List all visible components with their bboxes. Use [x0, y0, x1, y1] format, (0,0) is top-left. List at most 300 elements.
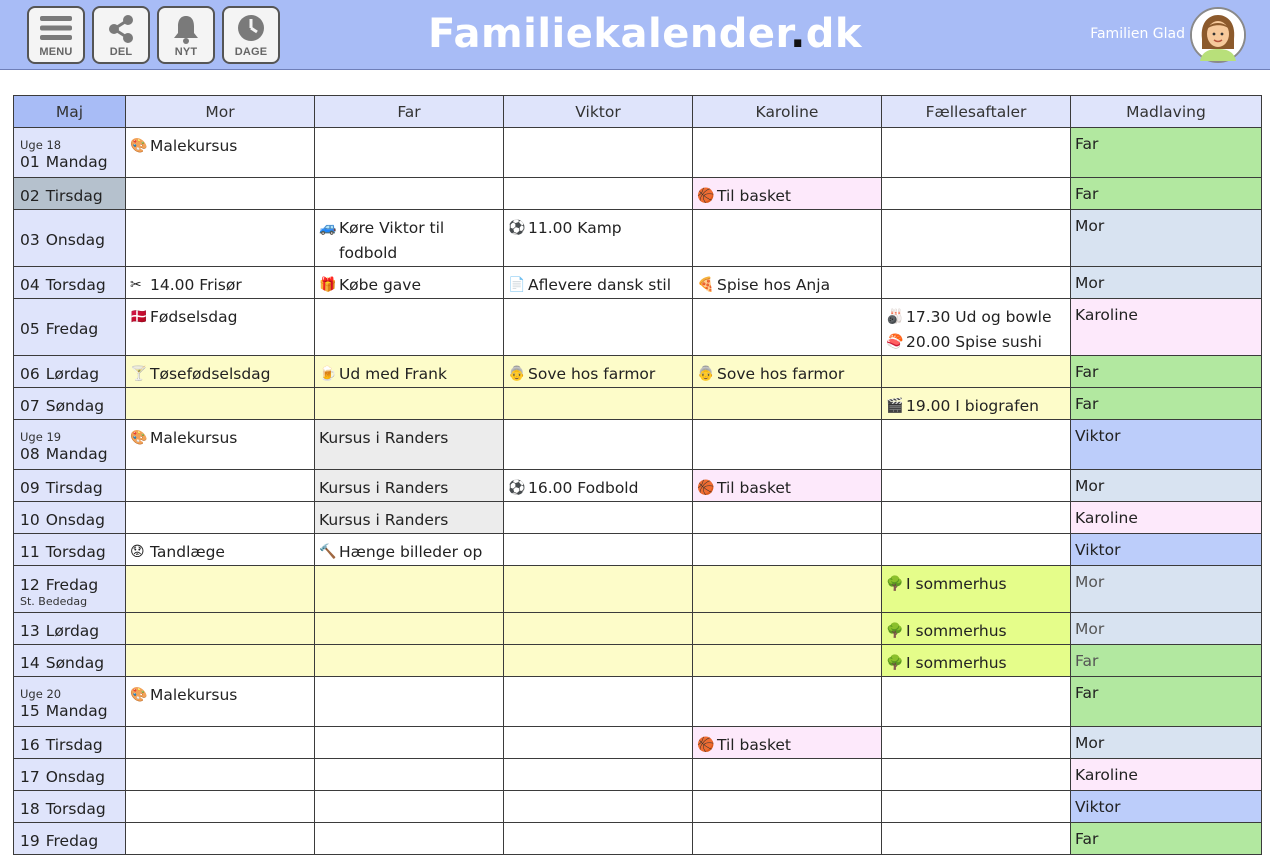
weekday-name: Mandag [45, 444, 108, 463]
cell-far[interactable] [315, 566, 504, 613]
cell-karoline[interactable] [693, 210, 882, 267]
cell-faellesaftaler[interactable] [882, 420, 1071, 470]
cell-viktor[interactable] [504, 534, 693, 566]
day-label [20, 575, 125, 595]
weekday-name: Søndag [45, 653, 105, 672]
cell-karoline[interactable] [693, 356, 882, 388]
cell-faellesaftaler[interactable] [882, 823, 1071, 855]
event-item[interactable] [697, 273, 877, 298]
cell-madlaving[interactable]: Mor [1071, 727, 1262, 759]
event-text: Sove hos farmor [717, 365, 845, 383]
day-number: 18 [20, 799, 40, 818]
tree-icon: 🌳 [886, 576, 904, 592]
day-cell[interactable] [14, 727, 126, 759]
event-text: 19.00 I biografen [906, 397, 1039, 415]
calendar-row [14, 759, 1262, 791]
day-label [20, 186, 125, 206]
event-item[interactable] [319, 216, 499, 266]
event-item[interactable] [130, 540, 310, 565]
weekday-name: Fredag [45, 320, 99, 338]
cell-madlaving[interactable]: Karoline [1071, 299, 1262, 356]
calendar-row [14, 356, 1262, 388]
column-header-far[interactable]: Far [315, 96, 504, 128]
cell-viktor[interactable] [504, 267, 693, 299]
cell-madlaving[interactable]: Karoline [1071, 759, 1262, 791]
calendar-row [14, 388, 1262, 420]
weekday-name: Tirsdag [45, 478, 103, 497]
cell-faellesaftaler[interactable] [882, 791, 1071, 823]
cell-viktor[interactable] [504, 128, 693, 178]
day-label [20, 701, 125, 721]
event-item[interactable] [319, 362, 499, 387]
weekday-name: Torsdag [45, 275, 106, 294]
cell-viktor[interactable] [504, 759, 693, 791]
day-label [20, 364, 125, 384]
event-item[interactable] [886, 330, 1066, 355]
day-cell[interactable] [14, 178, 126, 210]
weekday-name: Onsdag [45, 231, 106, 249]
event-item[interactable] [319, 476, 499, 501]
column-header-viktor[interactable]: Viktor [504, 96, 693, 128]
event-text: Tandlæge [150, 543, 225, 561]
day-label [20, 152, 125, 172]
cell-faellesaftaler[interactable] [882, 502, 1071, 534]
cell-madlaving[interactable]: Far [1071, 178, 1262, 210]
cell-mor[interactable] [126, 823, 315, 855]
event-text: Malekursus [150, 137, 238, 155]
cell-mor[interactable] [126, 267, 315, 299]
grandmother-icon: 👵 [508, 366, 526, 382]
cell-far[interactable] [315, 210, 504, 267]
basketball-icon: 🏀 [697, 188, 715, 204]
app-header [0, 0, 1270, 70]
site-logo[interactable] [420, 8, 870, 60]
event-text: 20.00 Spise sushi [906, 333, 1042, 351]
worried-face-icon: 😟 [130, 544, 145, 560]
cell-mor[interactable] [126, 613, 315, 645]
danish-flag-icon: 🇩🇰 [130, 309, 148, 325]
event-text: Tøsefødselsdag [150, 365, 271, 383]
soccer-ball-icon: ⚽ [508, 220, 526, 236]
day-number: 12 [20, 575, 40, 594]
day-number: 14 [20, 653, 40, 672]
event-text: 17.30 Ud og bowle [906, 308, 1052, 326]
basketball-icon: 🏀 [697, 480, 715, 496]
day-number: 09 [20, 478, 40, 497]
cell-madlaving[interactable]: Karoline [1071, 502, 1262, 534]
woman-avatar-icon [1192, 9, 1244, 61]
weekday-name: Lørdag [45, 364, 100, 383]
day-number: 01 [20, 152, 40, 171]
cell-karoline[interactable] [693, 791, 882, 823]
logo-dot: . [790, 11, 806, 57]
cell-faellesaftaler[interactable] [882, 388, 1071, 420]
cell-far[interactable] [315, 502, 504, 534]
cell-karoline[interactable] [693, 420, 882, 470]
month-header[interactable]: Maj [14, 96, 126, 128]
logo-main: Familiekalender [427, 11, 791, 57]
day-label [20, 542, 125, 562]
event-item[interactable] [130, 134, 310, 159]
weekday-name: Lørdag [45, 621, 100, 640]
cell-mor[interactable] [126, 791, 315, 823]
weekday-name: Tirsdag [45, 186, 103, 205]
cell-faellesaftaler[interactable] [882, 178, 1071, 210]
cell-madlaving[interactable]: Mor [1071, 566, 1262, 613]
cell-far[interactable] [315, 759, 504, 791]
event-item[interactable] [697, 476, 877, 501]
event-text: Købe gave [339, 276, 421, 294]
days-button-label: DAGE [234, 46, 268, 58]
event-text: Aflevere dansk stil [528, 276, 672, 294]
day-label [20, 510, 125, 530]
bowling-icon: 🎳 [886, 309, 904, 325]
clapperboard-icon: 🎬 [886, 398, 904, 414]
cell-faellesaftaler[interactable] [882, 470, 1071, 502]
cell-faellesaftaler[interactable] [882, 210, 1071, 267]
calendar-row [14, 677, 1262, 727]
weekday-name: Søndag [45, 396, 105, 415]
event-text: Malekursus [150, 429, 238, 447]
event-text: Kursus i Randers [319, 429, 449, 447]
event-item[interactable] [886, 619, 1066, 644]
cell-viktor[interactable] [504, 823, 693, 855]
cell-madlaving[interactable]: Mor [1071, 613, 1262, 645]
cell-karoline[interactable] [693, 299, 882, 356]
cell-faellesaftaler[interactable] [882, 566, 1071, 613]
event-text: I sommerhus [906, 654, 1007, 672]
cell-mor[interactable] [126, 210, 315, 267]
day-number: 19 [20, 831, 40, 850]
calendar-row [14, 534, 1262, 566]
cell-karoline[interactable] [693, 502, 882, 534]
cell-karoline[interactable] [693, 267, 882, 299]
day-cell[interactable] [14, 566, 126, 613]
cell-karoline[interactable] [693, 534, 882, 566]
cell-madlaving[interactable]: Viktor [1071, 534, 1262, 566]
event-text: Ud med Frank [339, 365, 447, 383]
day-cell[interactable] [14, 470, 126, 502]
calendar-row [14, 420, 1262, 470]
cell-mor[interactable] [126, 388, 315, 420]
column-header-karoline[interactable]: Karoline [693, 96, 882, 128]
event-text: I sommerhus [906, 622, 1007, 640]
day-number: 02 [20, 186, 40, 205]
event-item[interactable] [130, 683, 310, 708]
event-item[interactable] [130, 305, 310, 330]
event-item[interactable] [130, 426, 310, 451]
calendar-row [14, 299, 1262, 356]
day-label [20, 275, 125, 295]
cell-karoline[interactable] [693, 613, 882, 645]
event-item[interactable] [886, 572, 1066, 597]
menu-button[interactable] [27, 6, 85, 64]
weekday-name: Fredag [45, 575, 99, 594]
event-item[interactable] [319, 508, 499, 533]
week-number: Uge 19 [20, 429, 62, 444]
calendar-row [14, 791, 1262, 823]
cell-madlaving[interactable]: Far [1071, 128, 1262, 178]
cell-faellesaftaler[interactable] [882, 128, 1071, 178]
day-label [20, 799, 125, 819]
scissors-icon: ✂ [130, 277, 142, 293]
event-text: Til basket [717, 479, 791, 497]
cell-faellesaftaler[interactable] [882, 299, 1071, 356]
event-item[interactable] [319, 540, 499, 565]
event-text: Kursus i Randers [319, 511, 449, 529]
weekday-name: Mandag [45, 701, 108, 720]
day-label [20, 396, 125, 416]
cell-faellesaftaler[interactable] [882, 613, 1071, 645]
weekday-name: Onsdag [45, 767, 106, 786]
cell-viktor[interactable] [504, 210, 693, 267]
cell-far[interactable] [315, 791, 504, 823]
logo-tld: dk [805, 11, 863, 57]
event-item[interactable] [886, 305, 1066, 330]
day-label [20, 735, 125, 755]
cell-madlaving[interactable]: Far [1071, 388, 1262, 420]
event-text: Spise hos Anja [717, 276, 831, 294]
event-item[interactable] [886, 394, 1066, 419]
cell-madlaving[interactable]: Far [1071, 645, 1262, 677]
cell-viktor[interactable] [504, 178, 693, 210]
cell-viktor[interactable] [504, 727, 693, 759]
week-number: Uge 20 [20, 686, 62, 701]
cell-madlaving[interactable]: Mor [1071, 267, 1262, 299]
sushi-icon: 🍣 [886, 334, 904, 350]
cocktail-glass-icon: 🍸 [130, 366, 148, 382]
hamburger-icon [38, 13, 74, 43]
share-button[interactable] [92, 6, 150, 64]
cell-karoline[interactable] [693, 566, 882, 613]
cell-viktor[interactable] [504, 356, 693, 388]
event-text: 14.00 Frisør [150, 276, 242, 294]
cell-faellesaftaler[interactable] [882, 759, 1071, 791]
days-button[interactable] [222, 6, 280, 64]
cell-far[interactable] [315, 534, 504, 566]
calendar-row [14, 210, 1262, 267]
day-label [20, 621, 125, 641]
basketball-icon: 🏀 [697, 737, 715, 753]
event-item[interactable] [508, 216, 688, 241]
cell-viktor[interactable] [504, 299, 693, 356]
clock-icon [236, 13, 266, 43]
weekday-name: Mandag [45, 152, 108, 171]
calendar-row [14, 128, 1262, 178]
day-cell[interactable] [14, 823, 126, 855]
bell-icon [170, 13, 202, 45]
cell-mor[interactable] [126, 502, 315, 534]
cell-viktor[interactable] [504, 420, 693, 470]
cell-karoline[interactable] [693, 128, 882, 178]
event-item[interactable] [697, 184, 877, 209]
cell-far[interactable] [315, 645, 504, 677]
cell-mor[interactable] [126, 566, 315, 613]
cell-mor[interactable] [126, 420, 315, 470]
cell-mor[interactable] [126, 470, 315, 502]
cell-faellesaftaler[interactable] [882, 356, 1071, 388]
cell-viktor[interactable] [504, 566, 693, 613]
day-number: 10 [20, 510, 40, 529]
cell-faellesaftaler[interactable] [882, 677, 1071, 727]
day-label [20, 831, 125, 851]
day-number: 15 [20, 701, 40, 720]
cell-karoline[interactable] [693, 677, 882, 727]
cell-madlaving[interactable]: Far [1071, 677, 1262, 727]
cell-karoline[interactable] [693, 759, 882, 791]
cell-karoline[interactable] [693, 388, 882, 420]
cell-mor[interactable] [126, 759, 315, 791]
day-number: 11 [20, 542, 40, 561]
hammer-icon: 🔨 [319, 544, 337, 560]
cell-viktor[interactable] [504, 470, 693, 502]
day-number: 13 [20, 621, 40, 640]
cell-far[interactable] [315, 178, 504, 210]
event-item[interactable] [319, 273, 499, 298]
cell-viktor[interactable] [504, 613, 693, 645]
cell-far[interactable] [315, 420, 504, 470]
day-cell[interactable] [14, 420, 126, 470]
day-cell[interactable] [14, 210, 126, 267]
cell-mor[interactable] [126, 128, 315, 178]
event-item[interactable] [130, 273, 310, 298]
day-cell[interactable] [14, 613, 126, 645]
tree-icon: 🌳 [886, 655, 904, 671]
day-cell[interactable] [14, 502, 126, 534]
cell-far[interactable] [315, 677, 504, 727]
day-cell[interactable] [14, 128, 126, 178]
cell-mor[interactable] [126, 727, 315, 759]
event-item[interactable] [697, 733, 877, 758]
day-cell[interactable] [14, 677, 126, 727]
cell-madlaving[interactable]: Viktor [1071, 791, 1262, 823]
column-header-madlaving[interactable]: Madlaving [1071, 96, 1262, 128]
event-item[interactable] [508, 362, 688, 387]
event-item[interactable] [697, 362, 877, 387]
cell-far[interactable] [315, 267, 504, 299]
user-name[interactable]: Familien Glad [1090, 26, 1185, 42]
event-text: Til basket [717, 736, 791, 754]
cell-far[interactable] [315, 388, 504, 420]
cell-mor[interactable] [126, 645, 315, 677]
avatar[interactable] [1190, 7, 1246, 63]
cell-viktor[interactable] [504, 645, 693, 677]
cell-faellesaftaler[interactable] [882, 267, 1071, 299]
new-button[interactable] [157, 6, 215, 64]
calendar-body [14, 128, 1262, 855]
calendar-row [14, 645, 1262, 677]
event-text: Hænge billeder op [339, 543, 483, 561]
cell-far[interactable] [315, 128, 504, 178]
column-header-faellesaftaler[interactable]: Fællesaftaler [882, 96, 1071, 128]
day-label [20, 230, 125, 250]
cell-madlaving[interactable]: Mor [1071, 210, 1262, 267]
day-number: 07 [20, 396, 40, 415]
day-cell[interactable] [14, 267, 126, 299]
gift-icon: 🎁 [319, 277, 337, 293]
day-cell[interactable] [14, 388, 126, 420]
cell-karoline[interactable] [693, 645, 882, 677]
cell-faellesaftaler[interactable] [882, 645, 1071, 677]
cell-karoline[interactable] [693, 727, 882, 759]
event-text: Sove hos farmor [528, 365, 656, 383]
cell-mor[interactable] [126, 356, 315, 388]
day-label [20, 478, 125, 498]
holiday-label: St. Bededag [20, 594, 88, 608]
day-cell[interactable] [14, 759, 126, 791]
menu-button-label: MENU [39, 46, 73, 58]
weekday-name: Onsdag [45, 510, 106, 529]
calendar-row [14, 178, 1262, 210]
calendar-header-row [14, 96, 1262, 128]
cell-madlaving[interactable]: Far [1071, 356, 1262, 388]
cell-far[interactable] [315, 823, 504, 855]
cell-far[interactable] [315, 727, 504, 759]
cell-viktor[interactable] [504, 791, 693, 823]
event-item[interactable] [130, 362, 310, 387]
event-item[interactable] [508, 273, 688, 298]
weekday-name: Torsdag [45, 799, 106, 818]
grandmother-icon: 👵 [697, 366, 715, 382]
event-item[interactable] [886, 651, 1066, 676]
family-calendar-table [13, 95, 1262, 855]
cell-far[interactable] [315, 356, 504, 388]
event-text: Malekursus [150, 686, 238, 704]
day-number: 08 [20, 444, 40, 463]
cell-far[interactable] [315, 613, 504, 645]
day-label [20, 767, 125, 787]
day-number: 04 [20, 275, 40, 294]
event-text: Køre Viktor til fodbold [339, 219, 445, 262]
day-cell[interactable] [14, 534, 126, 566]
day-cell[interactable] [14, 645, 126, 677]
cell-mor[interactable] [126, 677, 315, 727]
cell-mor[interactable] [126, 178, 315, 210]
event-text: 11.00 Kamp [528, 219, 622, 237]
day-cell[interactable] [14, 791, 126, 823]
cell-viktor[interactable] [504, 502, 693, 534]
cell-karoline[interactable] [693, 178, 882, 210]
cell-viktor[interactable] [504, 388, 693, 420]
event-item[interactable] [508, 476, 688, 501]
soccer-ball-icon: ⚽ [508, 480, 526, 496]
palette-icon: 🎨 [130, 138, 148, 154]
cell-madlaving[interactable]: Viktor [1071, 420, 1262, 470]
column-header-mor[interactable]: Mor [126, 96, 315, 128]
cell-madlaving[interactable]: Mor [1071, 470, 1262, 502]
palette-icon: 🎨 [130, 430, 148, 446]
cell-karoline[interactable] [693, 470, 882, 502]
cell-madlaving[interactable]: Far [1071, 823, 1262, 855]
cell-faellesaftaler[interactable] [882, 534, 1071, 566]
calendar-row [14, 566, 1262, 613]
cell-far[interactable] [315, 299, 504, 356]
cell-viktor[interactable] [504, 677, 693, 727]
event-item[interactable] [319, 426, 499, 451]
share-icon [105, 13, 137, 45]
calendar-row [14, 727, 1262, 759]
cell-mor[interactable] [126, 299, 315, 356]
pizza-icon: 🍕 [697, 277, 715, 293]
day-cell[interactable] [14, 299, 126, 356]
palette-icon: 🎨 [130, 687, 148, 703]
cell-far[interactable] [315, 470, 504, 502]
cell-karoline[interactable] [693, 823, 882, 855]
cell-mor[interactable] [126, 534, 315, 566]
cell-faellesaftaler[interactable] [882, 727, 1071, 759]
day-cell[interactable] [14, 356, 126, 388]
day-number: 16 [20, 735, 40, 754]
